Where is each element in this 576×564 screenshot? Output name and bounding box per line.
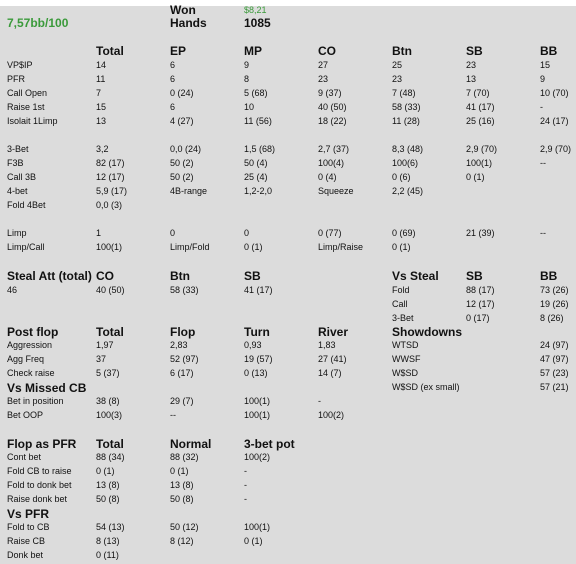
vs-steal-col-header: BB [540,269,558,283]
showdowns-value: 24 (97) [540,340,569,350]
flop-pfr-row-label: Fold CB to raise [7,466,72,476]
steal-col-header: Btn [170,269,190,283]
postflop-row-label: Aggression [7,340,53,350]
preflop-cell: -- [540,228,546,238]
preflop-cell: 4 (27) [170,116,194,126]
preflop-cell: 13 [466,74,477,84]
steal-total: 46 [7,285,18,295]
flop-pfr-cell: 0 (1) [96,466,115,476]
preflop-cell: 0 (77) [318,228,342,238]
preflop-cell: 41 (17) [466,102,495,112]
vs-steal-cell: 19 (26) [540,299,569,309]
preflop-row-label: Limp [7,228,27,238]
postflop-cell: 19 (57) [244,354,273,364]
preflop-cell: 11 [96,74,106,84]
showdowns-row-label: WTSD [392,340,419,350]
postflop-cell: 1,83 [318,340,336,350]
preflop-cell: 1,5 (68) [244,144,276,154]
showdowns-row-label: W$SD (ex small) [392,382,460,392]
showdowns-value: 57 (23) [540,368,569,378]
missed-cb-cell: 29 (7) [170,396,194,406]
preflop-cell: 6 [170,60,176,70]
vs-pfr-row-label: Raise CB [7,536,46,546]
preflop-col-header: MP [244,44,262,58]
preflop-cell: 0 (1) [392,242,411,252]
preflop-cell: 11 (28) [392,116,420,126]
preflop-cell: 7 [96,88,102,98]
preflop-cell: 9 (37) [318,88,342,98]
preflop-cell: 18 (22) [318,116,347,126]
preflop-cell: 0 [170,228,176,238]
missed-cb-cell: - [318,396,321,406]
flop-pfr-cell: 100(2) [244,452,271,462]
flop-pfr-cell: - [244,494,247,504]
preflop-cell: 1,2-2,0 [244,186,273,196]
flop-pfr-col-header: Total [96,437,124,451]
preflop-cell: 9 [540,74,546,84]
vs-pfr-cell: 0 (11) [96,550,119,560]
preflop-cell: 0 (69) [392,228,416,238]
preflop-cell: 4B-range [170,186,208,196]
preflop-row-label: 4-bet [7,186,28,196]
preflop-cell: Limp/Fold [170,242,210,252]
preflop-row-label: Call Open [7,88,48,98]
preflop-cell: 12 (17) [96,172,125,182]
preflop-cell: 8,3 (48) [392,144,424,154]
preflop-cell: 5,9 (17) [96,186,128,196]
won-value: $8,21 [244,5,267,15]
preflop-cell: 15 [540,60,551,70]
missed-cb-cell: 100(2) [318,410,345,420]
flop-pfr-title: Flop as PFR [7,437,77,451]
flop-pfr-cell: 88 (34) [96,452,125,462]
missed-cb-cell: 38 (8) [96,396,120,406]
preflop-cell: 40 (50) [318,102,347,112]
preflop-cell: 15 [96,102,107,112]
preflop-cell: 1 [96,228,102,238]
postflop-col-header: River [318,325,349,339]
postflop-cell: 0,93 [244,340,262,350]
postflop-cell: 1,97 [96,340,114,350]
vs-steal-row-label: Fold [392,285,410,295]
hands-label: Hands [170,16,207,30]
preflop-cell: 13 [96,116,107,126]
postflop-cell: 5 (37) [96,368,120,378]
vs-steal-cell: 8 (26) [540,313,564,323]
flop-pfr-cell: - [244,466,247,476]
vs-pfr-cell: 8 (12) [170,536,194,546]
preflop-cell: 23 [466,60,477,70]
preflop-cell: 100(1) [466,158,493,168]
showdowns-value: 47 (97) [540,354,569,364]
preflop-cell: 10 (70) [540,88,569,98]
preflop-cell: 5 (68) [244,88,268,98]
preflop-cell: 2,2 (45) [392,186,424,196]
vs-pfr-cell: 100(1) [244,522,271,532]
vs-steal-cell: 73 (26) [540,285,569,295]
flop-pfr-row-label: Cont bet [7,452,42,462]
preflop-cell: -- [540,158,546,168]
hands-value: 1085 [244,16,271,30]
preflop-cell: 0 (6) [392,172,411,182]
showdowns-value: 57 (21) [540,382,569,392]
preflop-col-header: SB [466,44,483,58]
postflop-cell: 27 (41) [318,354,347,364]
preflop-cell: 23 [392,74,403,84]
missed-cb-cell: 100(1) [244,410,271,420]
preflop-cell: - [540,102,543,112]
steal-value: 40 (50) [96,285,125,295]
missed-cb-row-label: Bet OOP [7,410,44,420]
missed-cb-row-label: Bet in position [7,396,64,406]
showdowns-row-label: WWSF [392,354,421,364]
flop-pfr-col-header: Normal [170,437,212,451]
postflop-row-label: Agg Freq [7,354,45,364]
flop-pfr-cell: 88 (32) [170,452,199,462]
preflop-cell: 2,9 (70) [466,144,498,154]
preflop-col-header: CO [318,44,336,58]
preflop-cell: 0 (24) [170,88,194,98]
preflop-cell: 24 (17) [540,116,569,126]
preflop-row-label: Fold 4Bet [7,200,46,210]
preflop-cell: Limp/Raise [318,242,364,252]
steal-col-header: SB [244,269,261,283]
preflop-cell: 25 (16) [466,116,495,126]
preflop-cell: 6 [170,102,176,112]
postflop-row-label: Check raise [7,368,55,378]
preflop-row-label: Isolait 1Limp [7,116,58,126]
preflop-cell: 27 [318,60,329,70]
missed-cb-cell: 100(1) [244,396,271,406]
preflop-cell: 58 (33) [392,102,421,112]
preflop-cell: 23 [318,74,329,84]
vs-pfr-cell: 54 (13) [96,522,125,532]
preflop-cell: 0 [244,228,250,238]
steal-value: 58 (33) [170,285,199,295]
preflop-cell: 25 [392,60,403,70]
postflop-cell: 2,83 [170,340,188,350]
vs-steal-cell: 88 (17) [466,285,495,295]
preflop-cell: 50 (2) [170,172,194,182]
missed-cb-cell: -- [170,410,176,420]
vs-steal-col-header: SB [466,269,483,283]
preflop-cell: 2,7 (37) [318,144,350,154]
flop-pfr-row-label: Raise donk bet [7,494,68,504]
preflop-cell: 14 [96,60,107,70]
vs-steal-title: Vs Steal [392,269,439,283]
preflop-row-label: Call 3B [7,172,37,182]
preflop-cell: Squeeze [318,186,354,196]
flop-pfr-row-label: Fold to donk bet [7,480,72,490]
vs-steal-row-label: Call [392,299,408,309]
postflop-cell: 6 (17) [170,368,194,378]
preflop-cell: 2,9 (70) [540,144,572,154]
flop-pfr-cell: - [244,480,247,490]
preflop-cell: 50 (2) [170,158,194,168]
vs-pfr-cell: 8 (13) [96,536,120,546]
preflop-row-label: PFR [7,74,25,84]
preflop-cell: 9 [244,60,250,70]
postflop-col-header: Flop [170,325,196,339]
postflop-title: Post flop [7,325,59,339]
preflop-cell: 100(1) [96,242,123,252]
preflop-cell: 0 (1) [244,242,263,252]
missed-cb-cell: 100(3) [96,410,123,420]
preflop-row-label: Raise 1st [7,102,45,112]
preflop-row-label: Limp/Call [7,242,45,252]
preflop-row-label: 3-Bet [7,144,29,154]
steal-col-header: CO [96,269,114,283]
preflop-row-label: VP$IP [7,60,33,70]
preflop-cell: 10 [244,102,255,112]
flop-pfr-cell: 13 (8) [96,480,120,490]
preflop-cell: 82 (17) [96,158,125,168]
flop-pfr-cell: 0 (1) [170,466,189,476]
postflop-cell: 37 [96,354,107,364]
preflop-cell: 8 [244,74,250,84]
preflop-cell: 100(6) [392,158,419,168]
vs-pfr-cell: 0 (1) [244,536,263,546]
showdowns-title: Showdowns [392,325,462,339]
preflop-cell: 3,2 [96,144,109,154]
preflop-row-label: F3B [7,158,24,168]
preflop-cell: 25 (4) [244,172,268,182]
preflop-cell: 0,0 (24) [170,144,202,154]
postflop-cell: 0 (13) [244,368,268,378]
showdowns-row-label: W$SD [392,368,419,378]
vs-pfr-row-label: Fold to CB [7,522,50,532]
flop-pfr-cell: 50 (8) [170,494,194,504]
preflop-col-header: EP [170,44,187,58]
preflop-cell: 50 (4) [244,158,268,168]
vs-steal-row-label: 3-Bet [392,313,414,323]
postflop-col-header: Turn [244,325,270,339]
vs-pfr-cell: 50 (12) [170,522,199,532]
vs-steal-cell: 12 (17) [466,299,495,309]
preflop-cell: 6 [170,74,176,84]
preflop-col-header: BB [540,44,558,58]
preflop-cell: 0 (4) [318,172,337,182]
bb-per-100-value: 7,57bb/100 [7,16,69,30]
preflop-cell: 21 (39) [466,228,495,238]
preflop-cell: 7 (70) [466,88,490,98]
vs-steal-cell: 0 (17) [466,313,490,323]
missed-cb-title: Vs Missed CB [7,381,87,395]
preflop-cell: 11 (56) [244,116,272,126]
vs-pfr-row-label: Donk bet [7,550,44,560]
won-label: Won [170,3,196,17]
preflop-col-header: Total [96,44,124,58]
steal-title: Steal Att (total) [7,269,92,283]
preflop-cell: 0 (1) [466,172,485,182]
preflop-cell: 0,0 (3) [96,200,123,210]
preflop-col-header: Btn [392,44,412,58]
vs-pfr-title: Vs PFR [7,507,50,521]
postflop-cell: 52 (97) [170,354,199,364]
postflop-col-header: Total [96,325,124,339]
postflop-cell: 14 (7) [318,368,342,378]
flop-pfr-cell: 13 (8) [170,480,194,490]
preflop-cell: 7 (48) [392,88,416,98]
preflop-cell: 100(4) [318,158,345,168]
flop-pfr-col-header: 3-bet pot [244,437,295,451]
flop-pfr-cell: 50 (8) [96,494,120,504]
steal-value: 41 (17) [244,285,273,295]
